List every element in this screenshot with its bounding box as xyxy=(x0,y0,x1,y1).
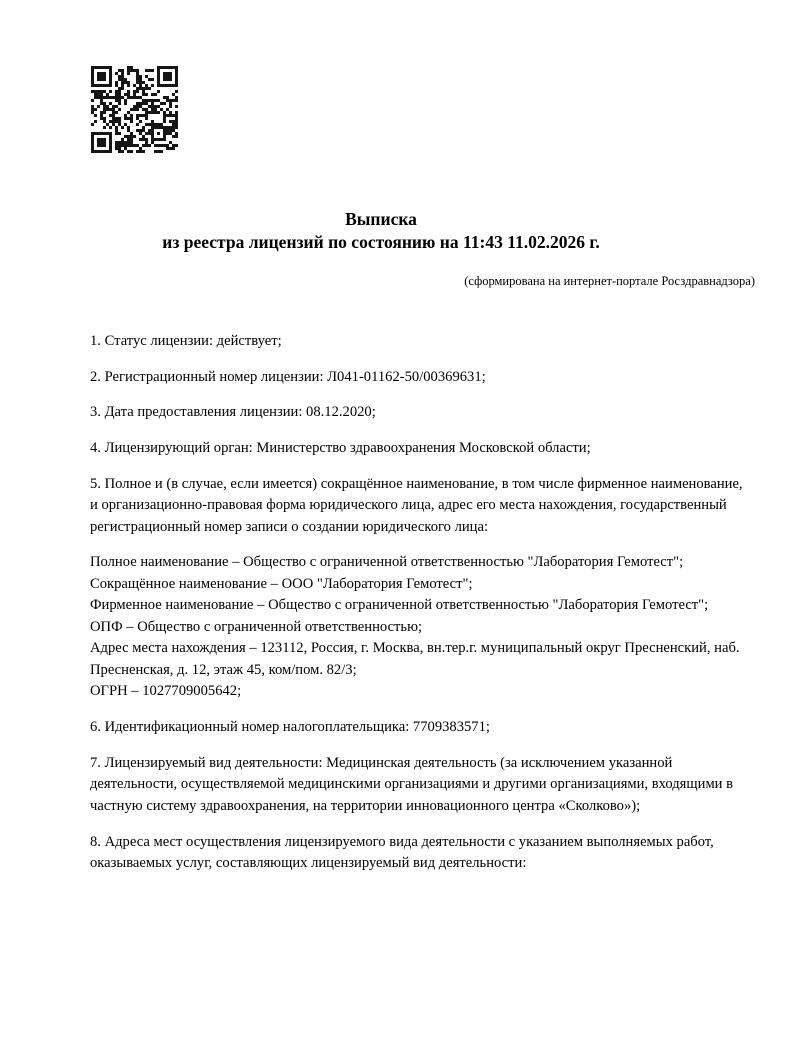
paragraph-registration-number: 2. Регистрационный номер лицензии: Л041-01162-50/00369631; xyxy=(90,368,486,385)
line-short-name: Сокращённое наименование – ООО "Лаборатория Гемотест"; xyxy=(90,575,473,592)
paragraph-org-names-heading: 5. Полное и (в случае, если имеется) сокращённое наименование, в том числе фирменное наименование, и организационно-правовая форма юридического лица, адрес его места нахождения, государственный регистрационный номер записи о создании юридического лица: xyxy=(90,475,743,535)
paragraph-grant-date: 3. Дата предоставления лицензии: 08.12.2020; xyxy=(90,404,376,421)
qr-code-graphic xyxy=(91,66,178,153)
generated-note: (сформирована на интернет-портале Росздравнадзора) xyxy=(464,274,755,288)
paragraph-activity-type: 7. Лицензируемый вид деятельности: Медицинская деятельность (за исключением указанной деятельности, осуществляемой медицинскими организациями и другими организациями, входящими в частную систему здравоохранения, на территории инновационного центра «Сколково»); xyxy=(90,754,734,814)
line-address: Адрес места нахождения – 123112, Россия, г. Москва, вн.тер.г. муниципальный округ Пресненский, наб. Пресненская, д. 12, этаж 45, ком/пом. 82/3; xyxy=(90,640,740,678)
line-ogrn: ОГРН – 1027709005642; xyxy=(90,683,242,700)
qr-code-icon xyxy=(91,66,178,153)
line-legal-form: ОПФ – Общество с ограниченной ответственностью; xyxy=(90,618,423,635)
page-title xyxy=(89,208,673,253)
paragraph-activity-addresses: 8. Адреса мест осуществления лицензируемого вида деятельности с указанием выполняемых работ, оказываемых услуг, составляющих лицензируемый вид деятельности: xyxy=(90,833,714,871)
page-title-line1: Выписка xyxy=(345,209,417,229)
line-brand-name: Фирменное наименование – Общество с ограниченной ответственностью "Лаборатория Гемотест"; xyxy=(90,597,709,614)
page-title-line2: из реестра лицензий по состоянию на 11:43 11.02.2026 г. xyxy=(162,231,600,252)
document-body xyxy=(90,331,748,889)
paragraph-license-status: 1. Статус лицензии: действует; xyxy=(90,333,282,349)
line-full-name: Полное наименование – Общество с ограниченной ответственностью "Лаборатория Гемотест"; xyxy=(90,554,684,571)
paragraph-inn: 6. Идентификационный номер налогоплательщика: 7709383571; xyxy=(90,719,490,736)
paragraph-licensing-authority: 4. Лицензирующий орган: Министерство здравоохранения Московской области; xyxy=(90,440,591,457)
